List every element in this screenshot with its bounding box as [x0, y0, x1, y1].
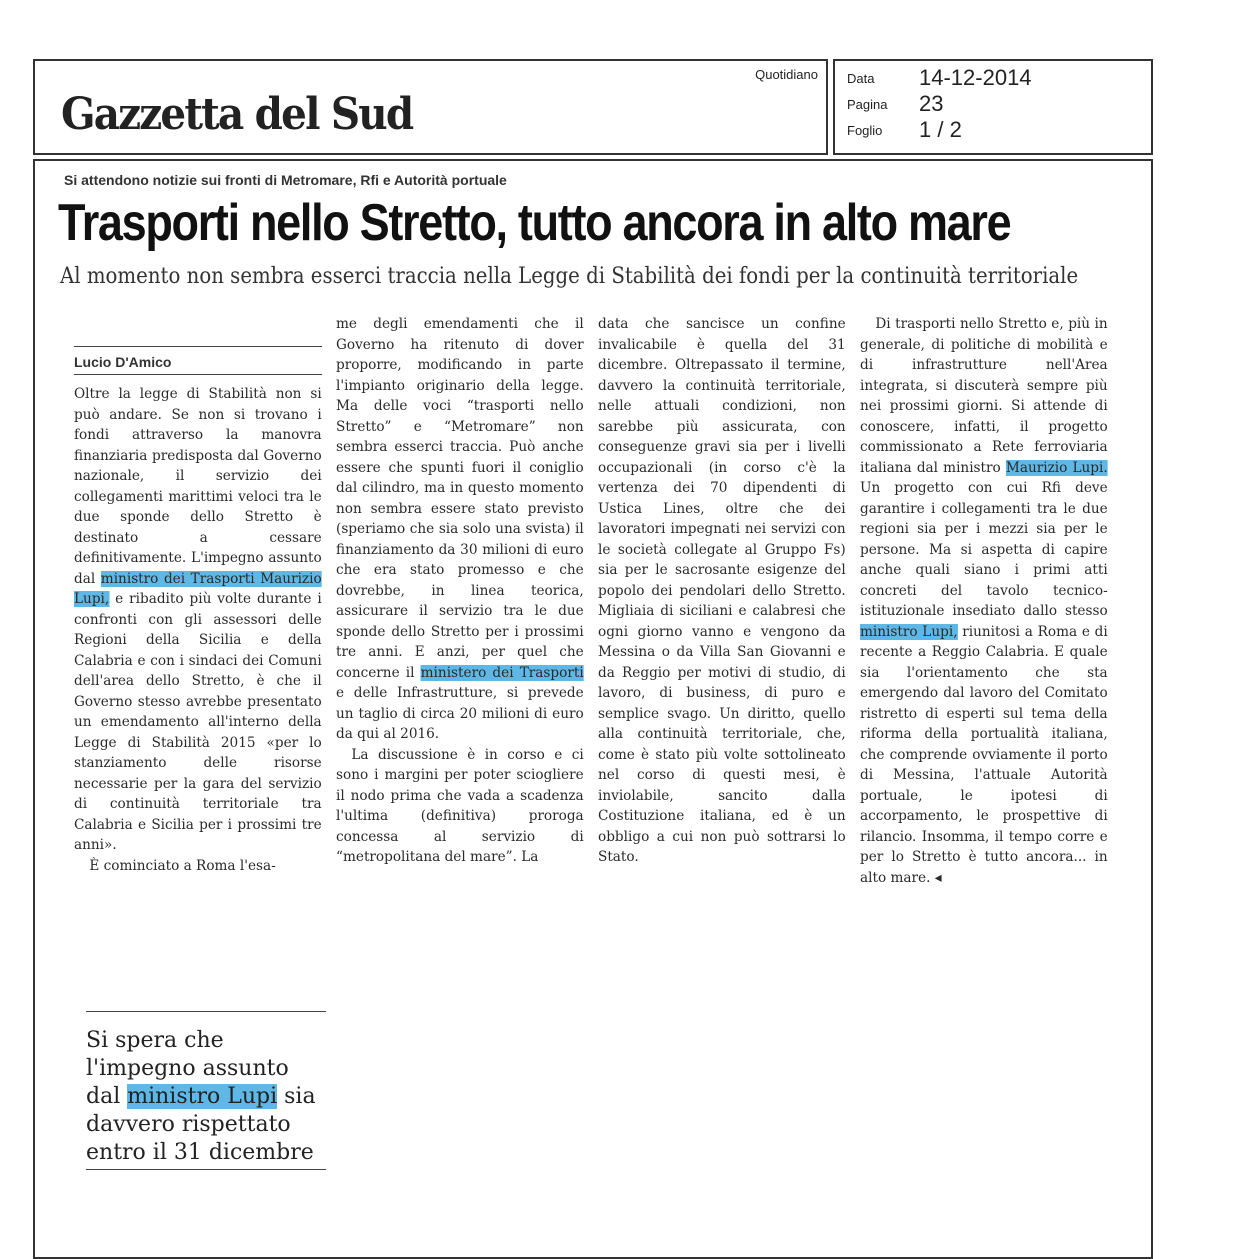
- meta-label: Pagina: [847, 96, 888, 112]
- paragraph: data che sancisce un confine invalicabile è quella del 31 dicembre. Oltrepassato il termine, davvero la continuità territoriale, nelle attuali condizioni, non sarebbe più assicurata, con conseguenze gravi sia per i livelli occupazionali (in corso c'è la vertenza dei 70 dipendenti di Ustica Lines, oltre che dei lavoratori impegnati nei servizi con le società collegate al Gruppo Fs) sia per le sacrosante esigenze del popolo dei pendolari dello Stretto. Migliaia di siciliani e calabresi che ogni giorno vanno e vengono da Messina o da Villa San Giovanni e da Reggio per motivi di studio, di lavoro, di business, di puro e semplice svago. Un diritto, quello alla continuità territoriale, che, come è stato più volte sottolineato nel corso di questi mesi, è inviolabile, sancito dalla Costituzione italiana, ed è un obbligo a cui non può sottrarsi lo Stato.: [598, 316, 846, 865]
- meta-label: Data: [847, 70, 875, 86]
- publication-frequency: Quotidiano: [755, 67, 818, 82]
- metadata-box: [833, 59, 1153, 155]
- article-subheadline: Al momento non sembra esserci traccia nella Legge di Stabilità dei fondi per la continuità territoriale: [60, 264, 1079, 289]
- paragraph: È cominciato a Roma l'esa-: [89, 857, 276, 874]
- meta-value: 14-12-2014: [919, 65, 1032, 90]
- paragraph: [860, 314, 1108, 888]
- text-run: Un progetto con cui Rfi deve garantire i collegamenti tra le due regioni sia per i mezzi sia per le persone. Ma si aspetta di capire anche quali siano i primi atti concreti del tavolo tecnico-istituzionale insediato dallo stesso: [860, 480, 1108, 619]
- pullquote-line: Si spera che: [86, 1028, 224, 1053]
- meta-row-sheet: [847, 117, 962, 143]
- text-run: e ribadito più volte durante i confronti con gli assessori delle Regioni della Sicilia e della Calabria e con i sindaci dei Comuni dell'area dello Stretto, è che il Governo stesso avrebbe presentato un emendamento all'interno della Legge di Stabilità 2015 «per lo stanziamento delle risorse necessarie per la gara del servizio di continuità territoriale tra Calabria e Sicilia per i prossimi tre anni».: [74, 591, 322, 853]
- paragraph: [74, 384, 322, 856]
- highlighted-text: ministro Lupi: [127, 1084, 278, 1109]
- pullquote: [86, 1027, 346, 1167]
- newspaper-title: Gazzetta del Sud: [61, 89, 413, 140]
- paragraph: [336, 314, 584, 745]
- article-kicker: Si attendono notizie sui fronti di Metromare, Rfi e Autorità portuale: [64, 172, 507, 188]
- article-column-4: [860, 314, 1108, 888]
- text-run: Oltre la legge di Stabilità non si può andare. Se non si trovano i fondi attraverso la manovra finanziaria predisposta dal Governo nazionale, il servizio dei collegamenti marittimi veloci tra le due sponde dello Stretto è destinato a cessare definitivamente. L'impegno assunto dal: [74, 386, 322, 587]
- article-column-2: [336, 314, 584, 868]
- pullquote-line: davvero rispettato: [86, 1112, 291, 1137]
- article-headline: Trasporti nello Stretto, tutto ancora in alto mare: [58, 194, 1011, 252]
- pullquote-line: [86, 1083, 346, 1111]
- meta-row-date: [847, 65, 1032, 91]
- masthead-box: [33, 59, 828, 155]
- meta-value: 1 / 2: [919, 117, 962, 142]
- pullquote-line: l'impegno assunto: [86, 1056, 289, 1081]
- pullquote-line: entro il 31 dicembre: [86, 1140, 314, 1165]
- article-column-1: [74, 384, 322, 876]
- text-run: dal: [86, 1084, 128, 1109]
- highlighted-text: ministero dei Trasporti: [420, 664, 584, 681]
- text-run: e delle Infrastrutture, si prevede un taglio di circa 20 milioni di euro da qui al 2016.: [336, 685, 584, 742]
- article-column-3: [598, 314, 846, 868]
- highlighted-text: ministro dei Trasporti Maurizio Lupi,: [74, 570, 322, 607]
- highlighted-text: ministro Lupi,: [860, 623, 958, 640]
- text-run: sia: [277, 1084, 316, 1109]
- meta-value: 23: [919, 91, 944, 116]
- byline-rule: [74, 346, 322, 347]
- meta-row-page: [847, 91, 943, 117]
- text-run: Di trasporti nello Stretto e, più in generale, di politiche di mobilità e di infrastrutture nell'Area integrata, si discuterà sempre più nei prossimi giorni. Si attende di conoscere, infatti, il progetto commissionato a Rete ferroviaria italiana dal ministro: [860, 316, 1108, 476]
- article-byline: Lucio D'Amico: [74, 354, 172, 370]
- pullquote-rule: [86, 1011, 326, 1012]
- highlighted-text: Maurizio Lupi.: [1005, 459, 1108, 476]
- pullquote-rule: [86, 1169, 326, 1170]
- text-run: riunitosi a Roma e di recente a Reggio Calabria. E quale sia l'orientamento che sta emergendo dal lavoro del Comitato ristretto di esperti sul tema della riforma della portualità italiana, che comprende ovviamente il porto di Messina, l'attuale Autorità portuale, le ipotesi di accorpamento, le prospettive di rilancio. Insomma, il tempo corre e per lo Stretto è tutto ancora... in alto mare. ◂: [860, 623, 1108, 886]
- byline-rule: [74, 374, 322, 375]
- meta-label: Foglio: [847, 122, 883, 138]
- text-run: me degli emendamenti che il Governo ha ritenuto di dover proporre, modificando in parte l'impianto originario della legge. Ma delle voci “trasporti nello Stretto” e “Metromare” non sembra esserci traccia. Può anche essere che spunti fuori il coniglio dal cilindro, ma in questo momento non sembra essere stato previsto (speriamo che sia solo una svista) il finanziamento da 30 milioni di euro che era stato promesso e che dovrebbe, in linea teorica, assicurare il servizio tra le due sponde dello Stretto per i prossimi tre anni. E anzi, per quel che concerne il: [336, 316, 584, 681]
- paragraph: La discussione è in corso e ci sono i margini per poter sciogliere il nodo prima che vada a scadenza l'ultima (definitiva) proroga concessa al servizio di “metropolitana del mare”. La: [336, 746, 584, 865]
